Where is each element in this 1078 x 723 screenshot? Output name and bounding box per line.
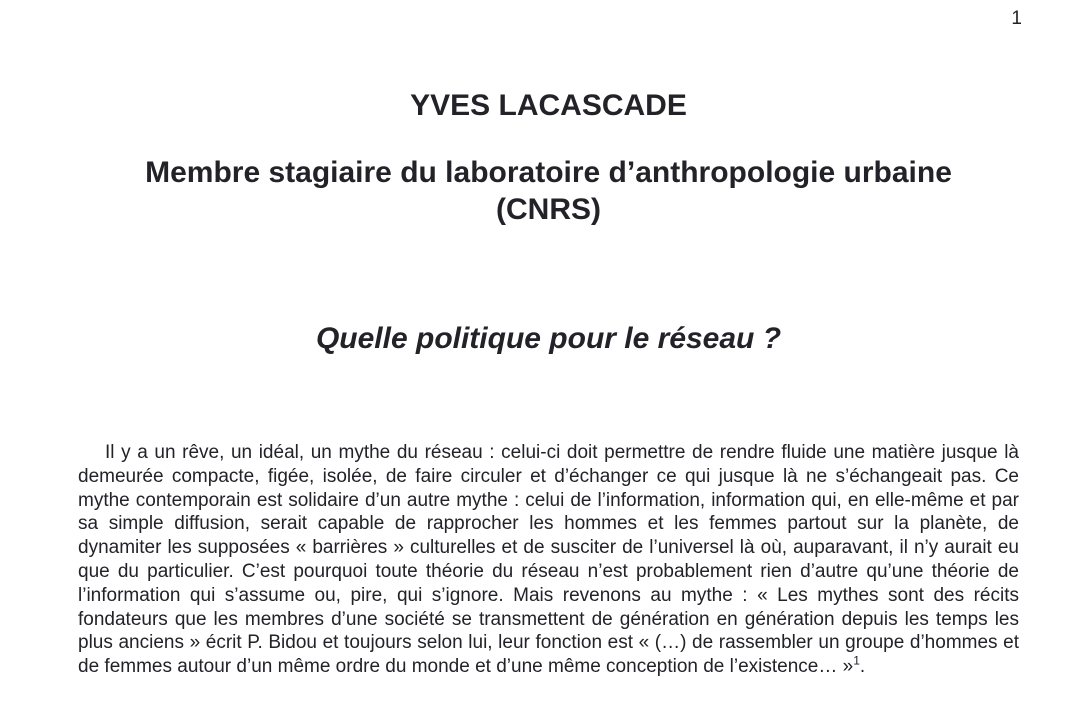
affiliation-line-2: (CNRS)	[496, 193, 601, 226]
affiliation-heading	[78, 154, 1019, 228]
affiliation-line-1: Membre stagiaire du laboratoire d’anthropologie urbaine	[145, 156, 952, 189]
paragraph-tail: .	[859, 656, 866, 678]
author-heading: YVES LACASCADE	[410, 89, 687, 122]
footnote-reference: 1	[853, 653, 860, 668]
paragraph-text: Il y a un rêve, un idéal, un mythe du réseau : celui-ci doit permettre de rendre fluide une matière jusque là demeurée compacte, figée, isolée, de faire circuler et d’échanger ce qui jusque là ne s’échangeait pas. Ce mythe contemporain est solidaire d’un autre mythe : celui de l’information, information qui, en elle-même et par sa simple diffusion, serait capable de rapprocher les hommes et les femmes partout sur la planète, de dynamiter les supposées « barrières » culturelles et de susciter de l’universel là où, auparavant, il n’y aurait eu que du particulier. C’est pourquoi toute théorie du réseau n’est probablement rien d’autre qu’une théorie de l’information qui s’assume ou, pire, qui s’ignore. Mais revenons au mythe : « Les mythes sont des récits fondateurs que les membres d’une société se transmettent de génération en génération depuis les temps les plus anciens » écrit P. Bidou et toujours selon lui, leur fonction est « (…) de rassembler un groupe d’hommes et de femmes autour d’un même ordre du monde et d’une même conception de l’existence… »	[78, 442, 1019, 678]
page-number: 1	[1011, 8, 1022, 29]
body-paragraph	[78, 441, 1019, 679]
essay-title: Quelle politique pour le réseau ?	[315, 322, 782, 355]
